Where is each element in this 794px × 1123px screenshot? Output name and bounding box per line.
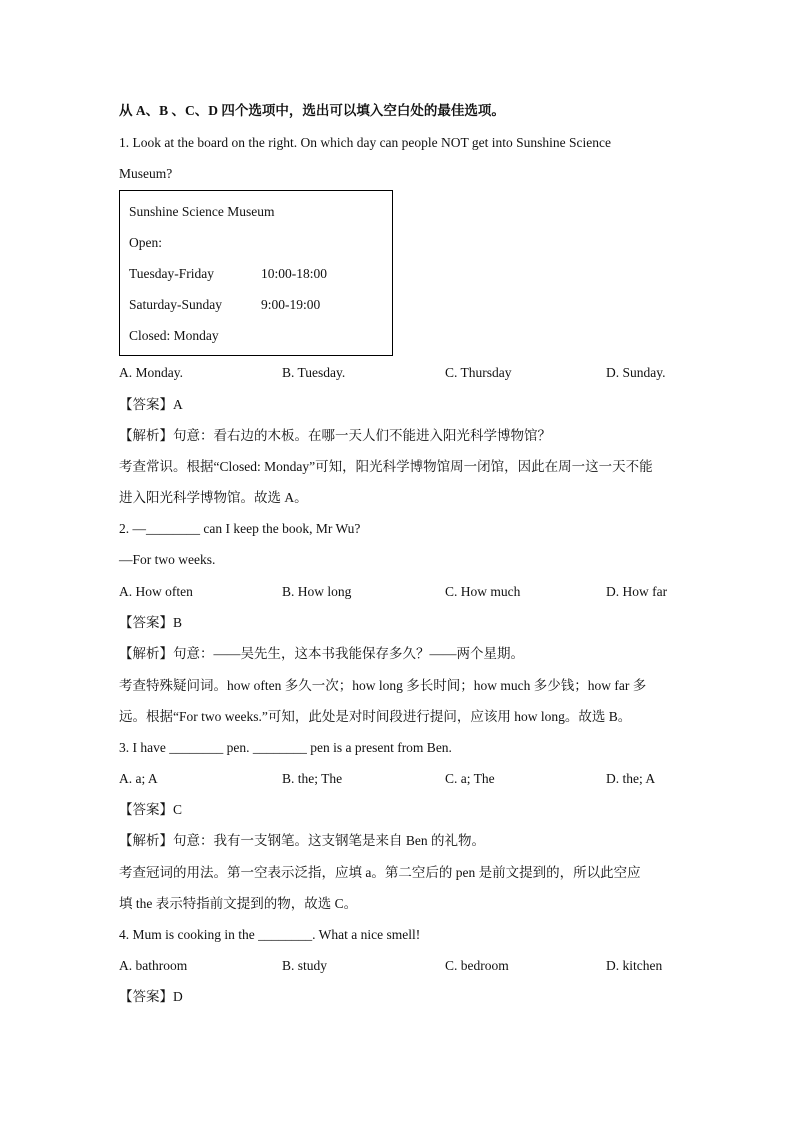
board-row-days: Saturday-Sunday xyxy=(129,297,222,312)
q2-option-c: C. How much xyxy=(445,584,521,599)
q3-analysis-line3: 填 the 表示特指前文提到的物，故选 C。 xyxy=(119,896,358,911)
board-title: Sunshine Science Museum xyxy=(129,204,275,219)
q4-stem-line1: 4. Mum is cooking in the ________. What a nice smell! xyxy=(119,927,421,942)
q2-analysis-line3: 远。根据“For two weeks.”可知，此处是对时间段进行提问，应该用 how long。故选 B。 xyxy=(119,709,632,724)
q2-answer: 【答案】B xyxy=(119,615,183,630)
board-row xyxy=(129,264,389,284)
q3-option-c: C. a; The xyxy=(445,771,495,786)
q1-option-a: A. Monday. xyxy=(119,365,183,380)
q3-stem-line1: 3. I have ________ pen. ________ pen is a present from Ben. xyxy=(119,740,452,755)
q2-stem-line2: —For two weeks. xyxy=(119,552,216,567)
q3-answer: 【答案】C xyxy=(119,802,183,817)
q1-option-b: B. Tuesday. xyxy=(282,365,346,380)
instruction: 从 A、B 、C、D 四个选项中，选出可以填入空白处的最佳选项。 xyxy=(119,103,505,118)
board-row-time: 10:00-18:00 xyxy=(261,266,327,281)
q3-option-d: D. the; A xyxy=(606,771,656,786)
q1-stem-line1: 1. Look at the board on the right. On which day can people NOT get into Sunshine Science xyxy=(119,135,612,150)
q3-analysis-line2: 考查冠词的用法。第一空表示泛指，应填 a。第二空后的 pen 是前文提到的，所以此空应 xyxy=(119,865,641,880)
board-open-label: Open: xyxy=(129,235,162,250)
q1-analysis-line2: 考查常识。根据“Closed: Monday”可知，阳光科学博物馆周一闭馆，因此在周一这一天不能 xyxy=(119,459,653,474)
board-row-days: Tuesday-Friday xyxy=(129,266,215,281)
q2-stem-line1: 2. —________ can I keep the book, Mr Wu? xyxy=(119,521,361,536)
q3-option-a: A. a; A xyxy=(119,771,158,786)
q2-option-b: B. How long xyxy=(282,584,352,599)
q1-answer: 【答案】A xyxy=(119,397,183,412)
q2-option-d: D. How far xyxy=(606,584,668,599)
q4-answer: 【答案】D xyxy=(119,989,183,1004)
q4-option-a: A. bathroom xyxy=(119,958,188,973)
q4-option-b: B. study xyxy=(282,958,328,973)
q1-stem-line2: Museum? xyxy=(119,166,173,181)
q3-analysis-line1: 【解析】句意：我有一支钢笔。这支钢笔是来自 Ben 的礼物。 xyxy=(119,833,485,848)
q1-option-c: C. Thursday xyxy=(445,365,512,380)
q1-analysis-line3: 进入阳光科学博物馆。故选 A。 xyxy=(119,490,308,505)
q2-option-a: A. How often xyxy=(119,584,193,599)
board-row xyxy=(129,295,389,315)
q3-option-b: B. the; The xyxy=(282,771,343,786)
q1-analysis-line1: 【解析】句意：看右边的木板。在哪一天人们不能进入阳光科学博物馆？ xyxy=(119,428,551,443)
museum-board xyxy=(119,190,393,356)
q4-option-d: D. kitchen xyxy=(606,958,663,973)
board-closed: Closed: Monday xyxy=(129,328,219,343)
q2-analysis-line2: 考查特殊疑问词。how often 多久一次；how long 多长时间；how much 多少钱；how far 多 xyxy=(119,678,647,693)
board-row-time: 9:00-19:00 xyxy=(261,297,321,312)
q4-option-c: C. bedroom xyxy=(445,958,509,973)
q2-analysis-line1: 【解析】句意：——吴先生，这本书我能保存多久？——两个星期。 xyxy=(119,646,524,661)
q1-option-d: D. Sunday. xyxy=(606,365,666,380)
